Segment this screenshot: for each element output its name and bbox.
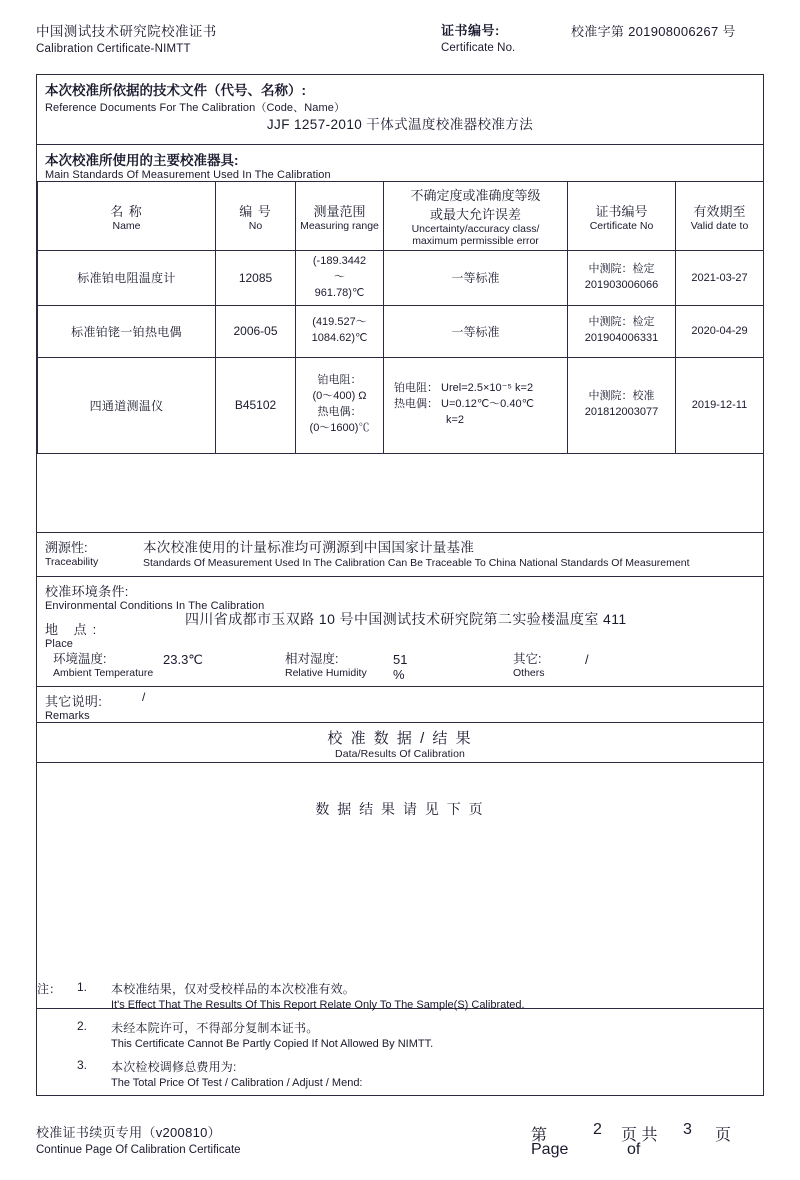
- row1-cert-l2: 201903006066: [584, 278, 659, 291]
- document-header: [36, 20, 764, 60]
- place-value: 四川省成都市玉双路 10 号中国测试技术研究院第二实验楼温度室 411: [185, 610, 627, 627]
- row3-uncertainty: [384, 357, 568, 453]
- traceability-label-cn: 溯源性:: [45, 539, 88, 555]
- row2-cert: [568, 305, 676, 357]
- row3-range-l3: 热电偶：: [317, 406, 362, 419]
- page-of-en: of: [627, 1141, 641, 1158]
- note-3-en: The Total Price Of Test / Calibration / Adjust / Mend:: [111, 1077, 363, 1089]
- reference-document-value: JJF 1257-2010 干体式温度校准器校准方法: [266, 117, 534, 132]
- certificate-frame: [36, 74, 764, 1096]
- table-row: [38, 251, 764, 306]
- col-valid-date: [676, 182, 764, 251]
- traceability-inner: [45, 537, 755, 568]
- ambient-temperature-value: 23.3℃: [163, 651, 203, 667]
- list-item: [77, 1058, 753, 1089]
- col-uncertainty-en-2: maximum permissible error: [412, 235, 539, 247]
- col-uncertainty-cn-1: 不确定度或准确度等级: [410, 188, 541, 203]
- note-1-cn: 本校准结果，仅对受校样品的本次校准有效。: [111, 982, 356, 996]
- certificate-no-label-en: Certificate No.: [441, 42, 516, 54]
- note-3-cn: 本次检校调修总费用为:: [111, 1060, 237, 1074]
- row3-range: [296, 357, 384, 453]
- data-results-body-note: 数 据 结 果 请 见 下 页: [315, 800, 485, 817]
- row3-cert-l2: 201812003077: [584, 406, 659, 419]
- col-no-en: No: [248, 219, 263, 232]
- standards-table-wrap: [37, 181, 763, 533]
- others-value: /: [585, 651, 589, 667]
- row3-range-l1: 铂电阻：: [317, 374, 362, 387]
- row2-range-l1: (419.527～: [312, 316, 367, 329]
- certificate-no-label-cn: 证书编号:: [441, 23, 500, 38]
- col-no: [216, 182, 296, 251]
- row1-cert-l1: 中测院：检定: [588, 262, 655, 275]
- note-2-en: This Certificate Cannot Be Partly Copied If Not Allowed By NIMTT.: [111, 1038, 434, 1050]
- ambient-temperature-label-cn: 环境温度:: [53, 651, 107, 666]
- standards-table-spacer: [37, 454, 763, 532]
- notes-section: [37, 972, 763, 1095]
- notes-lead: 注：: [37, 982, 62, 996]
- row2-no: 2006-05: [216, 305, 296, 357]
- data-results-title-cn: 校 准 数 据 / 结 果: [327, 729, 473, 747]
- institute-name-en: Calibration Certificate-NIMTT: [36, 43, 191, 55]
- relative-humidity-label-cn: 相对湿度:: [285, 651, 339, 666]
- document-footer: [36, 1122, 764, 1156]
- row2-valid: 2020-04-29: [676, 305, 764, 357]
- remarks-value: /: [142, 689, 146, 704]
- standards-title-en: Main Standards Of Measurement Used In The Calibration: [45, 169, 331, 181]
- note-1-en: It's Effect That The Results Of This Report Relate Only To The Sample(S) Calibrated.: [111, 999, 525, 1011]
- col-name-cn: 名 称: [110, 203, 143, 219]
- traceability-value-cn: 本次校准使用的计量标准均可溯源到中国国家计量基准: [143, 539, 475, 555]
- row1-valid: 2021-03-27: [676, 251, 764, 306]
- relative-humidity-value: 51 %: [393, 651, 408, 682]
- col-name-en: Name: [112, 219, 141, 232]
- page-indicator: [531, 1121, 781, 1161]
- row1-name: 标准铂电阻温度计: [38, 251, 216, 306]
- row2-range: [296, 305, 384, 357]
- place-label-cn: 地 点:: [45, 621, 103, 637]
- row1-cert: [568, 251, 676, 306]
- row1-range: [296, 251, 384, 306]
- page-of-cn: 页 共: [621, 1127, 658, 1144]
- ambient-temperature-label-en: Ambient Temperature: [53, 666, 154, 679]
- table-row: [38, 305, 764, 357]
- row3-cert-l1: 中测院：校准: [588, 390, 655, 403]
- row3-unc-l1: 铂电阻： Urel=2.5×10⁻⁵ k=2: [394, 382, 534, 395]
- others-label-en: Others: [513, 666, 545, 679]
- note-2-cn: 未经本院许可，不得部分复制本证书。: [111, 1021, 319, 1035]
- environment-title-en: Environmental Conditions In The Calibration: [45, 599, 265, 612]
- others-label-cn: 其它:: [513, 651, 542, 666]
- col-name: [38, 182, 216, 251]
- row2-cert-l2: 201904006331: [584, 332, 659, 345]
- row1-range-l1: (-189.3442: [312, 255, 367, 267]
- reference-title-cn: 本次校准所依据的技术文件（代号、名称）:: [45, 83, 306, 98]
- col-valid-date-cn: 有效期至: [693, 203, 746, 219]
- row3-cert: [568, 357, 676, 453]
- certificate-no-label: [441, 20, 515, 54]
- list-item: [77, 980, 753, 1011]
- standards-title-cn: 本次校准所使用的主要校准器具:: [45, 153, 239, 168]
- col-range-cn: 测量范围: [313, 203, 366, 219]
- relative-humidity-item: [285, 649, 408, 682]
- remarks-label-en: Remarks: [45, 709, 90, 722]
- note-2-index: 2.: [77, 1019, 88, 1033]
- others-item: [513, 649, 589, 679]
- footer-title-en: Continue Page Of Calibration Certificate: [36, 1144, 241, 1156]
- page-number: 2: [593, 1121, 602, 1138]
- footer-title-cn: 校准证书续页专用（v200810）: [36, 1125, 221, 1140]
- col-range: [296, 182, 384, 251]
- col-uncertainty-en-1: Uncertainty/accuracy class/: [411, 223, 540, 235]
- row2-cert-l1: 中测院：检定: [588, 316, 655, 329]
- table-row: [38, 357, 764, 453]
- place-label-en: Place: [45, 637, 74, 650]
- row3-valid: 2019-12-11: [676, 357, 764, 453]
- traceability-label-en: Traceability: [45, 555, 99, 568]
- reference-title-en: Reference Documents For The Calibration（Code、Name）: [45, 102, 346, 114]
- standards-table: [37, 181, 764, 454]
- col-cert-no: [568, 182, 676, 251]
- row3-unc-l2: 热电偶： U=0.12℃～0.40℃: [394, 398, 534, 411]
- col-no-cn: 编 号: [239, 203, 272, 219]
- data-results-title-section: [37, 723, 763, 763]
- col-uncertainty-cn-2: 或最大允许误差: [429, 207, 521, 222]
- row2-name: 标准铂铑一铂热电偶: [38, 305, 216, 357]
- col-cert-no-en: Certificate No: [589, 219, 654, 232]
- institute-name-cn: 中国测试技术研究院校准证书: [36, 24, 217, 39]
- page-unit-cn: 页: [715, 1127, 732, 1144]
- environment-title-cn: 校准环境条件:: [45, 583, 129, 599]
- col-uncertainty: [384, 182, 568, 251]
- row3-range-l4: (0～1600)℃: [309, 422, 370, 435]
- col-range-en: Measuring range: [300, 219, 379, 232]
- data-results-title-en: Data/Results Of Calibration: [335, 747, 465, 760]
- certificate-no-value: 校准字第 201908006267 号: [571, 24, 736, 39]
- row2-uncertainty: 一等标准: [384, 305, 568, 357]
- row3-name: 四通道测温仪: [38, 357, 216, 453]
- row1-uncertainty: 一等标准: [384, 251, 568, 306]
- row3-unc-l3: k=2: [446, 414, 465, 427]
- standards-table-header-row: [38, 182, 764, 251]
- row1-no: 12085: [216, 251, 296, 306]
- traceability-value-en: Standards Of Measurement Used In The Calibration Can Be Traceable To China National Standards Of Measurement: [143, 556, 690, 569]
- standards-heading: [37, 145, 763, 181]
- page-total: 3: [683, 1121, 692, 1138]
- environment-section: [37, 577, 763, 687]
- row3-no: B45102: [216, 357, 296, 453]
- page-label-en: Page: [531, 1141, 569, 1158]
- row3-range-l2: (0～400) Ω: [312, 390, 367, 403]
- page-label-cn: 第: [531, 1127, 548, 1144]
- note-1-index: 1.: [77, 980, 88, 994]
- col-valid-date-en: Valid date to: [690, 219, 749, 232]
- remarks-section: [37, 687, 763, 723]
- ambient-temperature-item: [53, 649, 203, 679]
- row1-range-l3: 961.78)℃: [314, 286, 365, 299]
- row1-range-l2: ～: [334, 270, 345, 283]
- relative-humidity-label-en: Relative Humidity: [285, 666, 367, 679]
- traceability-section: [37, 533, 763, 577]
- list-item: [77, 1019, 753, 1050]
- remarks-label-cn: 其它说明:: [45, 693, 103, 709]
- col-cert-no-cn: 证书编号: [595, 203, 648, 219]
- note-3-index: 3.: [77, 1058, 88, 1072]
- row2-range-l2: 1084.62)℃: [311, 332, 368, 345]
- reference-documents-section: [37, 75, 763, 145]
